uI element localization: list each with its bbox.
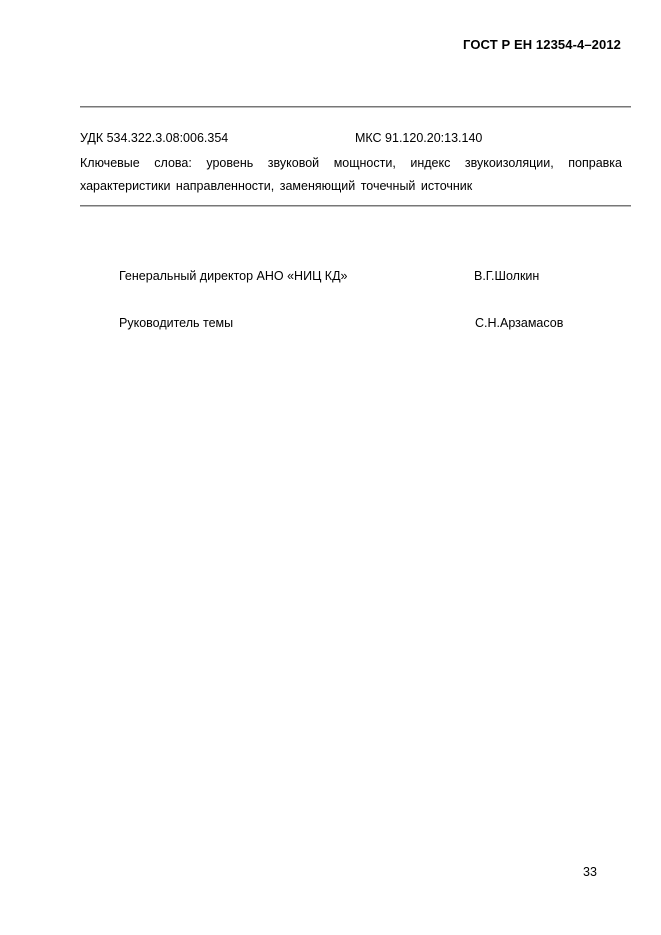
page-number: 33 (583, 865, 597, 879)
signatory-position: Руководитель темы (119, 316, 234, 330)
udk-code: УДК 534.322.3.08:006.354 (80, 131, 229, 145)
signatory-name: В.Г.Шолкин (474, 269, 540, 283)
signatory-name: С.Н.Арзамасов (475, 316, 564, 330)
mks-code: МКС 91.120.20:13.140 (355, 131, 483, 145)
signatory-position: Генеральный директор АНО «НИЦ КД» (119, 269, 348, 283)
document-code: ГОСТ Р ЕН 12354-4–2012 (463, 37, 621, 52)
top-divider (80, 106, 631, 108)
bottom-divider (80, 205, 631, 207)
keywords-text: Ключевые слова: уровень звуковой мощности, индекс звукоизоляции, поправка характеристики направленности, заменяющий точечный источник (80, 156, 622, 193)
